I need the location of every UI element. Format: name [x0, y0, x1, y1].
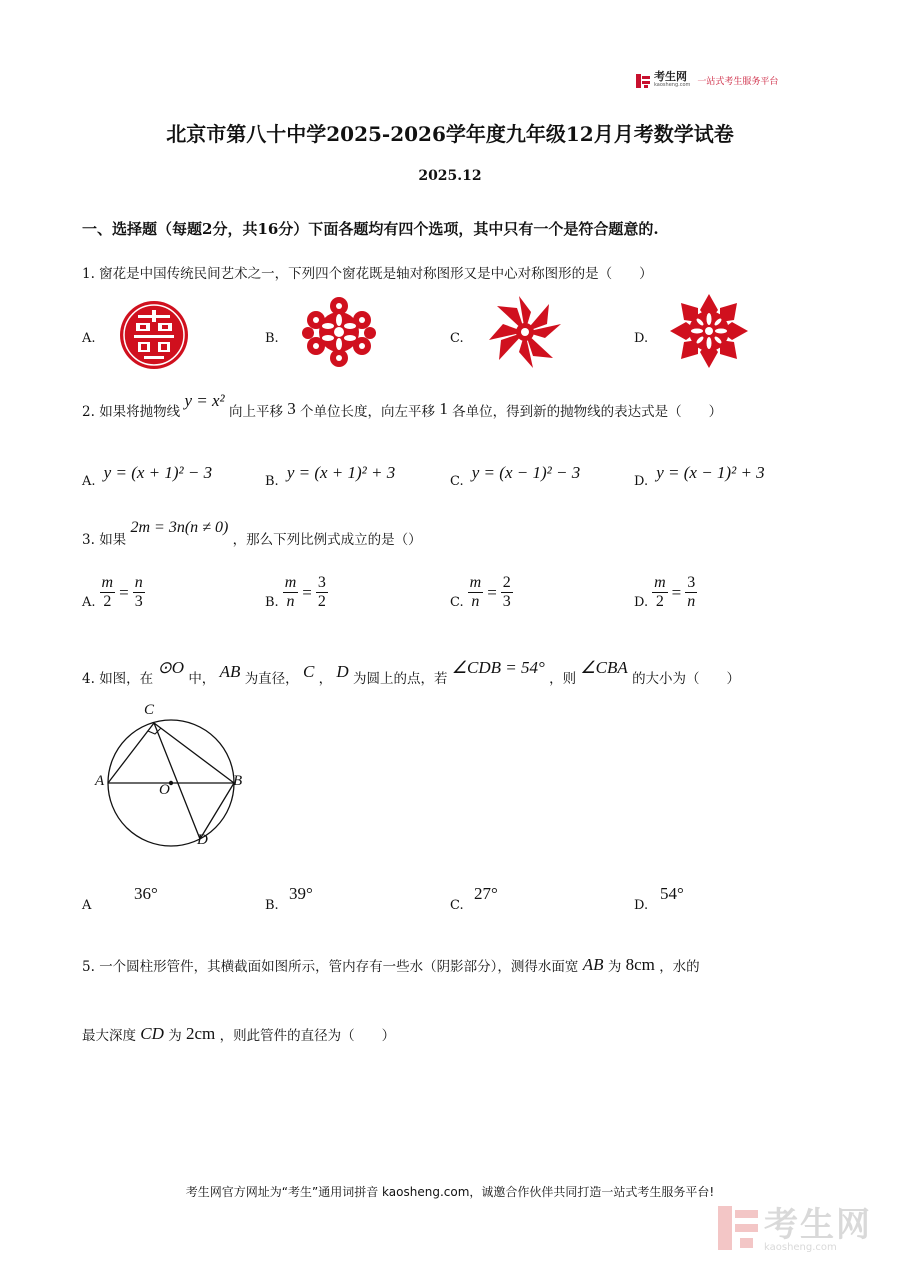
question-4-comma: ，: [318, 671, 333, 687]
diagram-label-o: O: [159, 782, 170, 798]
question-4-asked-angle: ∠CBA: [580, 658, 628, 677]
q3-option-c-right-fraction: [501, 574, 513, 611]
fraction-numerator: 3: [687, 574, 696, 591]
question-5-text-3: ，水的: [659, 959, 700, 975]
q4-option-d-label: D.: [634, 898, 649, 913]
header-slogan: 一站式考生服务平台: [697, 76, 779, 87]
q3-option-d: D. $\frac{m}{2}$ = $\frac{3}{n}$: [634, 574, 696, 610]
fraction-denominator: 3: [502, 593, 511, 610]
fraction-numerator: 2: [502, 574, 511, 591]
kaosheng-logo-icon: [636, 73, 650, 87]
q2-option-b-label: B.: [265, 474, 279, 489]
q2-option-c-expression: y = (x − 1)² − 3: [471, 463, 581, 482]
question-4-c: C: [302, 662, 315, 681]
q2-option-a-label: A.: [82, 474, 96, 489]
diagram-label-d: D: [197, 832, 208, 848]
fraction-numerator: m: [101, 574, 114, 591]
q3-option-b-label: B.: [265, 595, 279, 610]
q3-option-b-left-fraction: [283, 574, 299, 611]
question-4-text-6: 的大小为（ ）: [632, 671, 741, 687]
question-5-text-4: 最大深度: [82, 1028, 136, 1044]
q4-option-a-label: A: [82, 898, 92, 913]
question-5-number: 5.: [82, 959, 95, 975]
fraction-denominator: n: [687, 593, 696, 610]
page-footer: 考生网官方网址为“考生”通用词拼音 kaosheng.com，诚邀合作伙伴共同打造一站式考生服务平台!: [185, 1185, 715, 1199]
question-4-text-2: 中，: [188, 671, 216, 687]
question-2: [82, 391, 723, 421]
question-4-text-5: ，则: [549, 671, 577, 687]
q4-option-c-value: 27°: [474, 884, 498, 903]
q1-option-c-image: [485, 294, 565, 374]
q2-option-a: [82, 463, 213, 490]
page-title: 北京市第八十中学2025-2026学年度九年级12月月考数学试卷: [166, 122, 734, 146]
q4-option-d-value: 54°: [660, 884, 684, 903]
question-3-expression: 2m = 3n(n ≠ 0): [130, 519, 229, 536]
diagram-label-c: C: [144, 702, 155, 718]
q2-option-d: [634, 463, 765, 490]
question-4: [82, 658, 741, 688]
q3-option-b: B. $\frac{m}{n}$ = $\frac{3}{2}$: [265, 574, 326, 610]
q4-option-c-label: C.: [450, 898, 464, 913]
question-4-ab: AB: [219, 662, 241, 681]
question-4-text-4: 为圆上的点，若: [353, 671, 448, 687]
logo-domain: kaosheng.com: [654, 82, 691, 88]
question-4-d: D: [336, 662, 349, 681]
question-4-given-angle: ∠CDB = 54°: [451, 658, 545, 677]
fraction-numerator: m: [284, 574, 297, 591]
exam-date: 2025.12: [418, 168, 482, 184]
question-4-circle-symbol: ⊙O: [157, 658, 185, 677]
question-3: [82, 519, 422, 549]
fraction-numerator: n: [134, 574, 143, 591]
fraction-denominator: n: [471, 593, 480, 610]
question-4-number: 4.: [82, 671, 95, 687]
fraction-denominator: 2: [103, 593, 112, 610]
logo-name: 考生网: [654, 70, 687, 83]
question-4-text-3: 为直径，: [244, 671, 299, 687]
diagram-label-b: B: [233, 773, 243, 789]
q3-option-a-left-fraction: [100, 574, 116, 611]
question-4-text-1: 如图，在: [99, 671, 154, 687]
q4-option-a-value: 36°: [134, 884, 158, 903]
kaosheng-watermark-icon: [718, 1206, 758, 1254]
question-2-text-pre: 如果将抛物线: [99, 404, 181, 420]
q2-option-c-label: C.: [450, 474, 464, 489]
question-3-text-pre: 如果: [99, 532, 127, 548]
question-5-line-2: [82, 1024, 395, 1045]
q2-option-b: [265, 463, 396, 490]
question-1-text: 1. 窗花是中国传统民间艺术之一，下列四个窗花既是轴对称图形又是中心对称图形的是（ ）: [82, 266, 653, 282]
q3-option-d-label: D.: [634, 595, 649, 610]
fraction-denominator: 2: [655, 593, 664, 610]
question-2-text-mid2: 个单位长度，向左平移: [300, 404, 436, 420]
q2-option-c: [450, 463, 581, 490]
question-2-number-1: 3: [287, 399, 296, 418]
q3-option-a: A. $\frac{m}{2}$ = $\frac{n}{3}$: [82, 574, 143, 610]
q4-circle-diagram: [93, 702, 243, 856]
question-2-text-mid1: 向上平移: [228, 404, 283, 420]
q4-option-b-value: 39°: [289, 884, 313, 903]
fraction-denominator: n: [286, 593, 295, 610]
section-heading: 一、选择题（每题2分，共16分）下面各题均有四个选项，其中只有一个是符合题意的.: [82, 220, 659, 238]
fraction-denominator: 3: [134, 593, 143, 610]
q2-option-d-label: D.: [634, 474, 649, 489]
q3-option-c-label: C.: [450, 595, 464, 610]
q3-option-c-left-fraction: [468, 574, 484, 611]
question-5-width: 8cm: [625, 955, 655, 974]
q3-option-c: C. $\frac{m}{n}$ = $\frac{2}{3}$: [450, 574, 511, 610]
question-2-text-post: 各单位，得到新的抛物线的表达式是（ ）: [452, 404, 723, 420]
question-5-line-1: [82, 955, 700, 976]
q2-option-a-expression: y = (x + 1)² − 3: [103, 463, 213, 482]
question-5-text-6: ，则此管件的直径为（ ）: [219, 1028, 396, 1044]
question-3-text-post: ，那么下列比例式成立的是（）: [232, 532, 422, 548]
q2-option-b-expression: y = (x + 1)² + 3: [286, 463, 396, 482]
q1-option-b-image: [300, 296, 378, 372]
q1-option-b-label: B.: [265, 331, 279, 346]
question-5-text-5: 为: [168, 1028, 182, 1044]
fraction-denominator: 2: [317, 593, 326, 610]
watermark-domain: kaosheng.com: [764, 1241, 837, 1253]
q3-option-d-right-fraction: [685, 574, 697, 611]
q3-option-b-right-fraction: [316, 574, 328, 611]
q3-option-a-right-fraction: [133, 574, 145, 611]
diagram-label-a: A: [95, 773, 105, 789]
fraction-numerator: m: [469, 574, 482, 591]
q1-option-d-image: [668, 292, 750, 374]
question-2-expression: y = x²: [184, 391, 225, 410]
question-5-ab: AB: [582, 955, 604, 974]
q1-option-a-image: [118, 299, 190, 375]
question-5-text-2: 为: [607, 959, 622, 975]
watermark: [718, 1206, 872, 1254]
question-5-cd: CD: [140, 1024, 164, 1043]
header-logo: [636, 72, 778, 88]
fraction-numerator: 3: [317, 574, 326, 591]
question-2-number-2: 1: [439, 399, 448, 418]
q3-option-d-left-fraction: [652, 574, 668, 611]
q1-option-d-label: D.: [634, 331, 649, 346]
fraction-numerator: m: [654, 574, 666, 591]
q1-option-a-label: A.: [82, 331, 96, 346]
q2-option-d-expression: y = (x − 1)² + 3: [656, 463, 765, 482]
question-2-number: 2.: [82, 404, 95, 420]
watermark-name: 考生网: [764, 1204, 872, 1245]
q3-option-a-label: A.: [82, 595, 96, 610]
q4-option-b-label: B.: [265, 898, 279, 913]
question-3-number: 3.: [82, 532, 95, 548]
question-5-depth: 2cm: [186, 1024, 216, 1043]
question-5-text-1: 一个圆柱形管件，其横截面如图所示，管内存有一些水（阴影部分），测得水面宽: [99, 959, 579, 975]
q1-option-c-label: C.: [450, 331, 464, 346]
